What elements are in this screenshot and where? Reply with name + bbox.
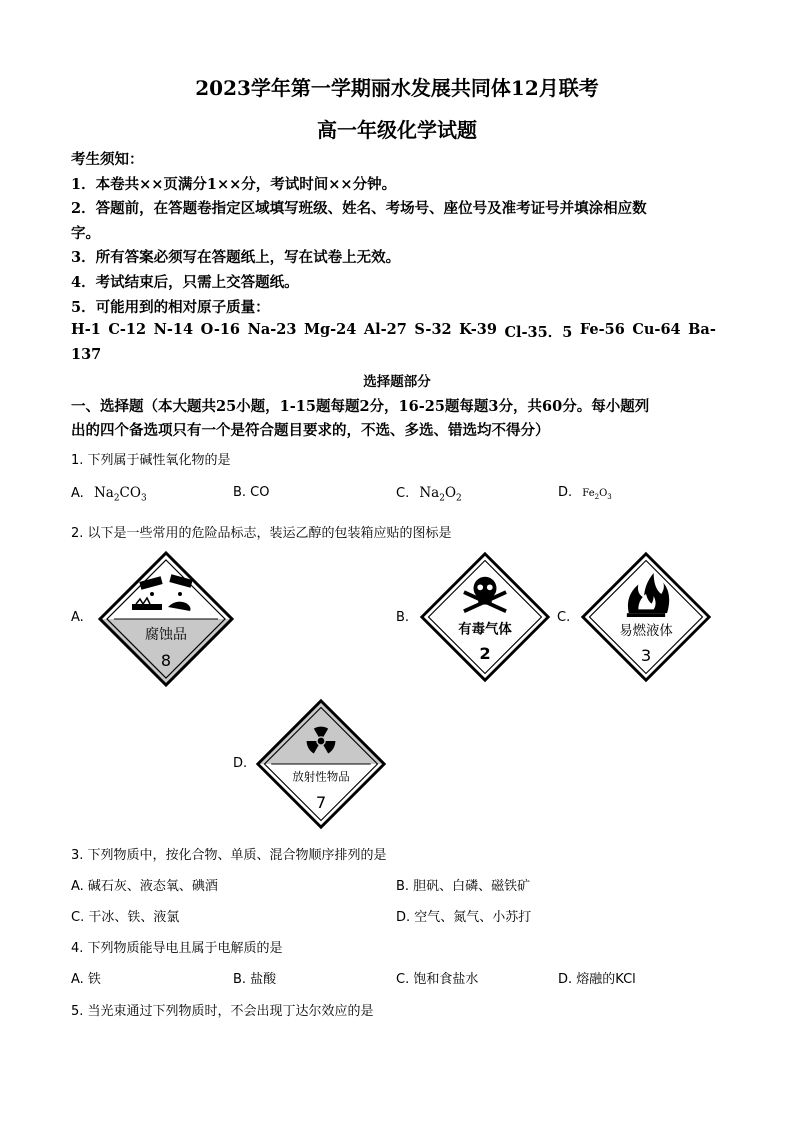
option-d: D. 空气、氮气、小苏打: [396, 910, 532, 925]
exam-title: 2023学年第一学期丽水发展共同体12月联考: [195, 76, 599, 100]
atomic-mass: Na-23: [247, 321, 297, 338]
flammable-liquid-sign: [579, 550, 713, 684]
notice-heading: 考生须知：: [71, 151, 144, 168]
toxic-gas-sign: [418, 550, 552, 684]
notice-item: 3．所有答案必须写在答题纸上，写在试卷上无效。: [71, 249, 401, 266]
question-stem: 5. 当光束通过下列物质时，不会出现丁达尔效应的是: [71, 1004, 374, 1019]
atomic-mass: Ba-: [688, 321, 716, 338]
atomic-mass: Fe-56: [579, 321, 625, 338]
atomic-mass: C-12: [108, 321, 147, 338]
option-c: C. $Na_2O_2$: [396, 485, 462, 504]
atomic-mass: O-16: [200, 321, 241, 338]
exam-subtitle: 高一年级化学试题: [317, 118, 477, 142]
option-b: B. 盐酸: [233, 972, 277, 987]
section-instruction: 出的四个备选项只有一个是符合题目要求的，不选、多选、错选均不得分）: [71, 422, 550, 439]
question-stem: 1. 下列属于碱性氧化物的是: [71, 453, 231, 468]
atomic-mass: N-14: [153, 321, 194, 338]
atomic-mass-row: [71, 321, 716, 342]
notice-item: 1．本卷共××页满分1××分，考试时间××分钟。: [71, 176, 397, 193]
notice-item: 4．考试结束后，只需上交答题纸。: [71, 274, 299, 291]
option-a: A. 碱石灰、液态氧、碘酒: [71, 879, 218, 894]
notice-item: 字。: [71, 225, 100, 242]
flammable-liquid-class-number: 3: [640, 646, 652, 666]
radioactive-text: 放射性物品: [292, 769, 350, 784]
flammable-liquid-text: 易燃液体: [619, 624, 673, 640]
option-a: A. 铁: [71, 972, 101, 987]
corrosive-text: 腐蚀品: [145, 627, 187, 643]
radioactive-class-number: 7: [315, 793, 327, 813]
option-a: A. $Na_2CO_3$: [71, 485, 147, 504]
question-stem: 4. 下列物质能导电且属于电解质的是: [71, 941, 283, 956]
toxic-gas-class-number: 2: [479, 644, 491, 664]
option-c-label: C.: [557, 610, 571, 625]
section-label: 选择题部分: [363, 374, 431, 390]
option-c: C. 干冰、铁、液氯: [71, 910, 180, 925]
atomic-mass: Cl-35．5: [504, 324, 573, 341]
atomic-mass-cont: 137: [71, 346, 102, 363]
question-stem: 2. 以下是一些常用的危险品标志，装运乙醇的包装箱应贴的图标是: [71, 526, 452, 541]
option-d-label: D.: [233, 756, 248, 771]
atomic-mass: S-32: [414, 321, 452, 338]
atomic-mass: Mg-24: [303, 321, 357, 338]
atomic-mass: Al-27: [363, 321, 407, 338]
atomic-mass: H-1: [71, 321, 101, 338]
option-d: D. $Fe_2O_3$: [558, 485, 612, 501]
atomic-mass: Cu-64: [632, 321, 681, 338]
corrosive-sign: [96, 549, 236, 689]
toxic-gas-text: 有毒气体: [458, 622, 512, 638]
option-d: D. 熔融的KCl: [558, 972, 636, 987]
option-b-label: B.: [396, 610, 410, 625]
question-stem: 3. 下列物质中，按化合物、单质、混合物顺序排列的是: [71, 848, 387, 863]
radioactive-sign: [254, 697, 388, 831]
atomic-mass: K-39: [459, 321, 497, 338]
corrosive-class-number: 8: [160, 651, 172, 670]
option-a-label: A.: [71, 610, 84, 625]
option-b: B. CO: [233, 485, 270, 500]
notice-item: 5．可能用到的相对原子质量：: [71, 299, 270, 316]
section-instruction: 一、选择题（本大题共25小题，1-15题每题2分，16-25题每题3分，共60分。每小题列: [71, 398, 650, 415]
notice-item: 2．答题前，在答题卷指定区域填写班级、姓名、考场号、座位号及准考证号并填涂相应数: [71, 200, 647, 217]
option-b: B. 胆矾、白磷、磁铁矿: [396, 879, 531, 894]
option-c: C. 饱和食盐水: [396, 972, 479, 987]
